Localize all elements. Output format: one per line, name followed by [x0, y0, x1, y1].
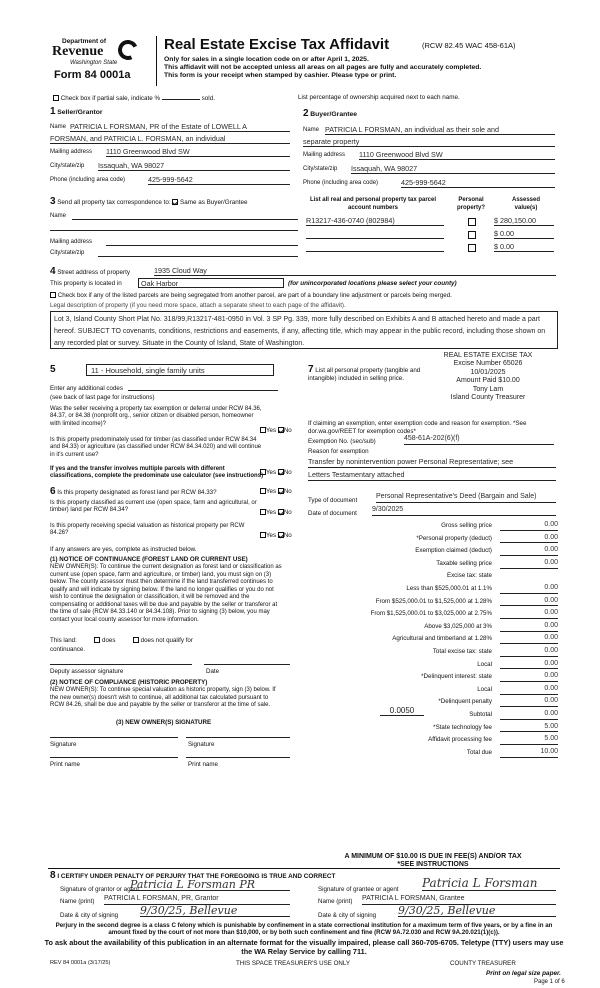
personal-property-checkbox[interactable] [468, 231, 476, 239]
dor-logo [52, 38, 152, 84]
seller-phone-label: Phone (including area code) [50, 176, 126, 183]
forest-question [50, 486, 262, 499]
historic-question: Is this property receiving special valuation as historical property per RCW 84.26? [50, 523, 245, 537]
treasurer-use-label: THIS SPACE TREASURER'S USE ONLY [236, 960, 350, 967]
if-yes-note: If any answers are yes, complete as instructed below. [50, 546, 197, 553]
grantor-date-city[interactable]: 9/30/25, Bellevue [140, 904, 290, 917]
section7-row [308, 366, 426, 383]
owner-print-field-1[interactable] [50, 757, 178, 758]
street-address-field[interactable]: 1935 Cloud Way [154, 266, 556, 276]
notice-continuance-title: (1) NOTICE OF CONTINUANCE (FOREST LAND OR CURRENT USE) [50, 556, 248, 563]
partial-sold-label: sold. [201, 95, 215, 102]
no-label: No [283, 532, 292, 539]
grantee-print-name[interactable]: PATRICIA L FORSMAN, Grantee [362, 895, 556, 905]
buyer-name-line2[interactable]: separate property [303, 137, 555, 147]
current-use-no-checkbox[interactable] [278, 509, 284, 515]
calc-row-label: Local [477, 660, 492, 668]
partial-percent-field[interactable] [162, 94, 200, 100]
reason-field-1[interactable]: Transfer by nonintervention power Personal Representative; see [308, 457, 556, 468]
owner-signature-field-1[interactable] [50, 737, 178, 738]
calc-row-value[interactable]: 0.00 [500, 546, 558, 556]
corr-name-label: Name [50, 212, 67, 219]
partial-sale-label: Check box if partial sale, indicate % [60, 95, 161, 102]
historic-yes-checkbox[interactable] [260, 532, 266, 538]
calc-row [308, 521, 558, 532]
yes-label: Yes [266, 509, 277, 516]
owner-signature-field-2[interactable] [186, 737, 290, 738]
calc-row [308, 609, 558, 620]
calc-row-label: Above $3,025,000 at 3% [424, 622, 492, 630]
calc-row-value[interactable]: 0.00 [500, 697, 558, 707]
does-not-checkbox[interactable] [133, 637, 139, 643]
timber-no-checkbox[interactable] [278, 469, 284, 475]
calc-row-value[interactable]: 0.00 [500, 622, 558, 632]
stamp-line: Excise Number 65026 [453, 360, 523, 368]
print-name-label: Print name [188, 761, 218, 768]
calc-row [308, 723, 558, 734]
parcel-row [306, 229, 556, 241]
calc-row-value[interactable]: 0.00 [500, 672, 558, 682]
buyer-num: 2 [303, 108, 309, 119]
location-select[interactable]: Oak Harbor [138, 278, 284, 288]
no-label: No [283, 427, 292, 434]
calc-row-label: Taxable selling price [436, 559, 492, 567]
calc-row-label: *State technology fee [433, 723, 492, 731]
does-label: does [102, 637, 116, 644]
forest-no-checkbox[interactable] [278, 488, 284, 494]
notice-compliance-title: (2) NOTICE OF COMPLIANCE (HISTORIC PROPERTY) [50, 679, 208, 686]
personal-property-checkbox[interactable] [468, 218, 476, 226]
seller-phone-field[interactable]: 425-999-5642 [148, 175, 290, 185]
deputy-label: Deputy assessor signature [50, 668, 124, 675]
county-treasurer-label: COUNTY TREASURER [450, 960, 516, 967]
calc-row-value[interactable]: 0.00 [500, 660, 558, 670]
current-use-yes-no [260, 509, 292, 517]
page-number: Page 1 of 6 [534, 979, 565, 985]
parcel-col-header: List all real and personal property tax parcel account numbers [309, 197, 437, 211]
calc-row-label: *Delinquent penalty [438, 698, 492, 706]
forest-question-text: Is this property designated as forest land per RCW 84.33? [57, 489, 217, 496]
calc-row [308, 710, 558, 721]
calc-row-label: Affidavit processing fee [428, 736, 492, 744]
additional-codes-label: Enter any additional codes [50, 385, 123, 392]
legal-description-field[interactable]: Lot 3, Island County Short Plat No. 318/99,R13217-481-0950 in Vol. 3 SP Pg. 339, more fully described on Exhibits A and B attached hereto and made a part hereof. SUBJECT TO covenants, conditions, restrictions and easements, if any, affecting title, which may appear in the public record, including those shown on any recorded plat or survey. Situate in the County of Island, State of Washington. [50, 311, 558, 349]
segregated-label: Check box if any of the listed parcels are being segregated from another parcel, are part of a boundary line adjustment or parcels being merged. [57, 292, 452, 299]
buyer-title: Buyer/Grantee [310, 111, 358, 118]
assessed-col-header: Assessed value(s) [511, 197, 541, 211]
exemption-no-field[interactable]: 458-61A-202(6)(f) [404, 435, 554, 445]
corr-mail-field[interactable] [106, 245, 298, 246]
calc-row [308, 685, 558, 696]
grantee-sig-label: Signature of grantee or agent [318, 886, 399, 893]
seller-city-label: City/state/zip [50, 162, 85, 169]
calc-row [308, 735, 558, 746]
exemption-no-checkbox[interactable] [278, 427, 284, 433]
print-name-label: Print name [50, 761, 80, 768]
partial-sale-row [53, 94, 215, 103]
calc-row-value[interactable]: 5.00 [500, 735, 558, 745]
perjury-notice: Perjury in the second degree is a class C felony which is punishable by confinement in a state correctional institution for a maximum term of five years, or by a fine in an amount fixed by the court of not more than $10,000, or by both such confinement and fine (RCW 9A.72.030 and RCW 9A.20.021(1)(c)). [55, 922, 553, 937]
stamp-line: Tony Lam [472, 385, 504, 393]
grantor-date-label: Date & city of signing [60, 912, 119, 919]
parcel-number[interactable] [306, 242, 444, 252]
calc-row-label: *Delinquent interest: state [421, 673, 492, 681]
seller-name-line1[interactable]: PATRICIA L FORSMAN, PR of the Estate of LOWELL A [70, 122, 290, 132]
rev-number: REV 84 0001a (3/17/25) [50, 960, 111, 966]
logo-swirl-icon [115, 37, 141, 63]
corr-city-field[interactable] [98, 256, 298, 257]
no-label: No [283, 488, 292, 495]
seller-name-label: Name [50, 123, 67, 130]
section8-num: 8 [50, 870, 56, 881]
current-use-question: Is this property classified as current use (open space, farm and agricultural, or timber) land per RCW 84.34? [50, 500, 257, 514]
buyer-phone-field[interactable]: 425-999-5642 [401, 178, 555, 188]
grantee-date-label: Date & city of signing [318, 912, 377, 919]
parcel-number[interactable] [306, 229, 444, 239]
does-checkbox[interactable] [94, 637, 100, 643]
legal-paper-note: Print on legal size paper. [486, 970, 561, 977]
calc-row-label: From $1,525,000.01 to $3,025,000 at 2.75% [370, 610, 492, 618]
timber-question: Is this property predominately used for timber (as classified under RCW 84.34 and 84.33) or agriculture (as classified under RCW 84.34.020) and will continue in it's current use? [50, 437, 262, 458]
timber-question-b: If yes and the transfer involves multiple parcels with different classifications, complete the predominate use calculator (see instructions) [50, 466, 264, 480]
segregated-row [50, 292, 560, 300]
historic-no-checkbox[interactable] [278, 532, 284, 538]
calc-row-value[interactable]: 0.00 [500, 584, 558, 594]
deputy-date-label: Date [206, 668, 220, 675]
parcel-number[interactable]: R13217-436-0740 (802984) [306, 216, 444, 226]
calc-row [308, 571, 558, 582]
calc-row-value[interactable]: 0.00 [500, 685, 558, 695]
forest-yes-checkbox[interactable] [260, 488, 266, 494]
no-label: No [283, 509, 292, 516]
timber-yes-no [260, 469, 292, 477]
personal-property-label: List all personal property (tangible and intangible) included in selling price. [308, 367, 421, 382]
correspondence-label: Send all property tax correspondence to: [57, 199, 171, 206]
seller-mail-field[interactable]: 1110 Greenwood Blvd SW [106, 147, 290, 157]
exemption-question: Was the seller receiving a property tax exemption or deferral under RCW 84.36, 84.37, or 84.38 (nonprofit org., senior citizen or disabled person, homeowner with limited income)? [50, 406, 262, 427]
buyer-city-field[interactable]: Issaquah, WA 98027 [351, 164, 555, 174]
same-as-buyer-label: Same as Buyer/Grantee [180, 199, 248, 206]
street-num: 4 [50, 266, 56, 277]
personal-col-header: Personal property? [456, 197, 485, 211]
state-label: Washington State [70, 60, 118, 66]
seller-mail-label: Mailing address [50, 148, 93, 155]
signature-label: Signature [188, 741, 215, 748]
exemption-no-label: Exemption No. (sec/sub) [308, 438, 376, 445]
alternate-format-note: To ask about the availability of this publication in an alternate format for the visually impaired, please call 360-705-6705. Teletype (TTY) users may use the WA Relay Service by calling 711. [44, 938, 564, 956]
calc-row-label: Total excise tax: state [432, 648, 492, 655]
seller-name-line2[interactable]: FORSMAN, and PATRICIA L. FORSMAN, an individual [50, 134, 290, 144]
seller-city-field[interactable]: Issaquah, WA 98027 [98, 161, 290, 171]
calc-row [308, 597, 558, 608]
calc-row-label: Excise tax: state [446, 572, 492, 580]
continuance-label: continuance. [50, 646, 86, 653]
use-code-select[interactable]: 11 - Household, single family units [86, 364, 274, 376]
deputy-signature-field[interactable] [50, 664, 192, 665]
certify-label: I CERTIFY UNDER PENALTY OF PERJURY THAT THE FOREGOING IS TRUE AND CORRECT [57, 873, 336, 880]
does-not-label: does not qualify for [140, 637, 193, 644]
partial-sale-checkbox[interactable] [53, 95, 59, 101]
calc-row-value[interactable]: 0.00 [500, 634, 558, 644]
grantee-name-label: Name (print) [318, 898, 353, 905]
calc-row-label: Exemption claimed (deduct) [415, 547, 492, 555]
calc-row-label: Subtotal [469, 711, 492, 718]
corr-mail-label: Mailing address [50, 238, 93, 245]
see-back-label: (see back of last page for instructions) [50, 394, 155, 401]
deputy-date-field[interactable] [204, 664, 290, 665]
tax-calculation [308, 518, 558, 868]
this-land-row [50, 637, 290, 645]
calc-row-label: Less than $525,000.01 at 1.1% [406, 585, 492, 592]
calc-row-value[interactable]: 10.00 [500, 748, 558, 758]
this-land-label: This land: [50, 637, 77, 644]
doc-type-label: Type of document [308, 497, 358, 504]
reason-field-2[interactable]: Letters Testamentary attached [308, 470, 556, 481]
forest-yes-no [260, 488, 292, 496]
section5-num: 5 [50, 364, 56, 375]
calc-row-label: *Personal property (deduct) [416, 534, 492, 542]
corr-name-field[interactable] [72, 219, 298, 220]
calc-row-label: Gross selling price [441, 522, 492, 529]
buyer-phone-label: Phone (including area code) [303, 179, 379, 186]
same-as-buyer-checkbox[interactable] [172, 199, 178, 205]
calc-row [308, 634, 558, 645]
corr-city-label: City/state/zip [50, 249, 85, 256]
legal-label: Legal description of property (if you need more space, attach a separate sheet to each page of the affidavit). [50, 302, 346, 309]
calc-row-value[interactable]: 0.00 [500, 597, 558, 607]
stamp-line: REAL ESTATE EXCISE TAX [443, 352, 533, 359]
buyer-city-label: City/state/zip [303, 165, 338, 172]
doc-date-label: Date of document [308, 510, 357, 517]
unincorporated-note: (for unincorporated locations please select your county) [288, 280, 457, 287]
buyer-name-line1[interactable]: PATRICIA L FORSMAN, an individual as their sole and [325, 125, 555, 135]
calc-row-value[interactable]: 0.00 [500, 710, 558, 720]
correspondence-num: 3 [50, 196, 56, 207]
assessed-value[interactable]: $ 280,150.00 [494, 216, 554, 226]
calc-row-value[interactable]: 5.00 [500, 723, 558, 733]
header-note-1: Only for sales in a single location code on or after April 1, 2025. [164, 56, 369, 63]
calc-row-label: Total due [466, 748, 492, 756]
stamp-line: 10/01/2025 [470, 368, 506, 376]
buyer-mail-label: Mailing address [303, 151, 346, 158]
grantee-signature[interactable]: Patricia L Forsman [422, 876, 556, 891]
yes-label: Yes [266, 427, 277, 434]
stamp-line: Island County Treasurer [450, 394, 526, 402]
notice-compliance-text: NEW OWNER(S): To continue special valuation as historic property, sign (3) below. If the new owner(s) doesn't wish to continue, all additional tax calculated pursuant to RCW 84.26, shall be due and payable by the seller or transferor at the time of sale. [50, 687, 276, 708]
calc-row [308, 534, 558, 545]
yes-label: Yes [266, 532, 277, 539]
correspondence-section [50, 196, 298, 256]
dept-label: Department of [62, 38, 107, 45]
local-rate-field[interactable]: 0.0050 [380, 706, 424, 716]
assessed-value[interactable]: $ 0.00 [494, 242, 554, 252]
section6-num: 6 [50, 486, 56, 497]
calc-row [308, 546, 558, 557]
corr-name-line2[interactable] [50, 230, 298, 231]
section8-divider [48, 868, 560, 869]
parcel-row [306, 242, 556, 254]
calc-row [308, 672, 558, 683]
grantor-sig-label: Signature of grantor or agent [60, 886, 140, 893]
header-divider [156, 36, 157, 86]
yes-label: Yes [266, 488, 277, 495]
section7-num: 7 [308, 364, 314, 375]
calc-row [308, 647, 558, 658]
segregated-checkbox[interactable] [50, 292, 56, 298]
assessed-value[interactable]: $ 0.00 [494, 229, 554, 239]
calc-row-label: Local [477, 685, 492, 693]
header-note-2: This affidavit will not be accepted unless all areas on all pages are fully and accurately completed. [164, 64, 482, 71]
see-instructions-note: *SEE INSTRUCTIONS [397, 861, 469, 868]
calc-row [308, 622, 558, 633]
grantor-name-label: Name (print) [60, 898, 95, 905]
grantor-print-name[interactable]: PATRICIA L FORSMAN, PR, Grantor [104, 895, 290, 905]
doc-type-field[interactable]: Personal Representative's Deed (Bargain and Sale) [376, 493, 556, 503]
calc-row [308, 748, 558, 759]
rcw-ref: (RCW 82.45 WAC 458-61A) [422, 41, 516, 50]
calc-row-value[interactable]: 0.00 [500, 559, 558, 569]
calc-row-label: Agricultural and timberland at 1.28% [392, 635, 492, 643]
minimum-due-note: A MINIMUM OF $10.00 IS DUE IN FEE(S) AND/OR TAX [344, 853, 522, 860]
no-label: No [283, 469, 292, 476]
header-note-3: This form is your receipt when stamped by cashier. Please type or print. [164, 72, 397, 79]
agency-label: Revenue [52, 44, 104, 59]
calc-row [308, 584, 558, 595]
reason-label: Reason for exemption [308, 448, 369, 455]
historic-yes-no [260, 532, 292, 540]
street-label: Street address of property [57, 269, 131, 276]
calc-row [308, 660, 558, 671]
calc-row [308, 559, 558, 570]
exemption-yes-no [260, 427, 292, 435]
owner-print-field-2[interactable] [186, 757, 290, 758]
yes-label: Yes [266, 469, 277, 476]
additional-codes-field[interactable] [128, 390, 278, 391]
grantor-signature[interactable]: Patricia L Forsman PR [130, 878, 290, 891]
calc-row-value[interactable]: 0.00 [500, 534, 558, 544]
street-row [50, 266, 556, 278]
located-label: This property is located in [50, 280, 122, 287]
personal-property-checkbox[interactable] [468, 244, 476, 252]
stamp-line: Amount Paid $10.00 [456, 377, 520, 385]
signature-label: Signature [50, 741, 77, 748]
calc-row-label: From $525,000.01 to $1,525,000 at 1.28% [375, 597, 492, 605]
current-use-yes-checkbox[interactable] [260, 509, 266, 515]
grantee-date-city[interactable]: 9/30/25, Bellevue [398, 904, 556, 917]
treasurer-stamp [420, 352, 556, 402]
exemption-yes-checkbox[interactable] [260, 427, 266, 433]
timber-yes-checkbox[interactable] [260, 469, 266, 475]
doc-date-field[interactable]: 9/30/2025 [372, 506, 556, 516]
parcel-table [306, 197, 556, 257]
buyer-name-label: Name [303, 126, 320, 133]
exemption-intro: If claiming an exemption, enter exemption code and reason for exemption. *See dor.wa.gov/REET for exemption codes* [308, 420, 527, 435]
calc-row-value[interactable]: 0.00 [500, 647, 558, 657]
notice-continuance-text: NEW OWNER(S): To continue the current designation as forest land or classification as current use (open space, farm and agriculture, or timber) land, you must sign on (3) below. The county assessor must then determine if the land transferred continues to qualify and will indicate by signing below. If the land no longer qualifies or you do not wish to continue the designation or classification, it will be removed and the compensating or additional taxes will be due and payable by the seller or transferor at the time of sale (RCW 84.33.140 or 84.34.108). Prior to signing (3) below, you may contact your local county assessor for more information. [50, 564, 282, 623]
form-number: Form 84 0001a [54, 69, 131, 81]
calc-row-value[interactable]: 0.00 [500, 521, 558, 531]
parcel-row [306, 216, 556, 228]
page-title: Real Estate Excise Tax Affidavit [164, 36, 390, 53]
calc-row-value[interactable]: 0.00 [500, 609, 558, 619]
ownership-note: List percentage of ownership acquired next to each name. [298, 94, 460, 101]
buyer-mail-field[interactable]: 1110 Greenwood Blvd SW [359, 150, 555, 160]
seller-title: Seller/Grantor [57, 109, 103, 116]
calc-row [308, 697, 558, 708]
seller-num: 1 [50, 106, 56, 117]
new-owner-signature-title: (3) NEW OWNER(S) SIGNATURE [116, 719, 212, 726]
